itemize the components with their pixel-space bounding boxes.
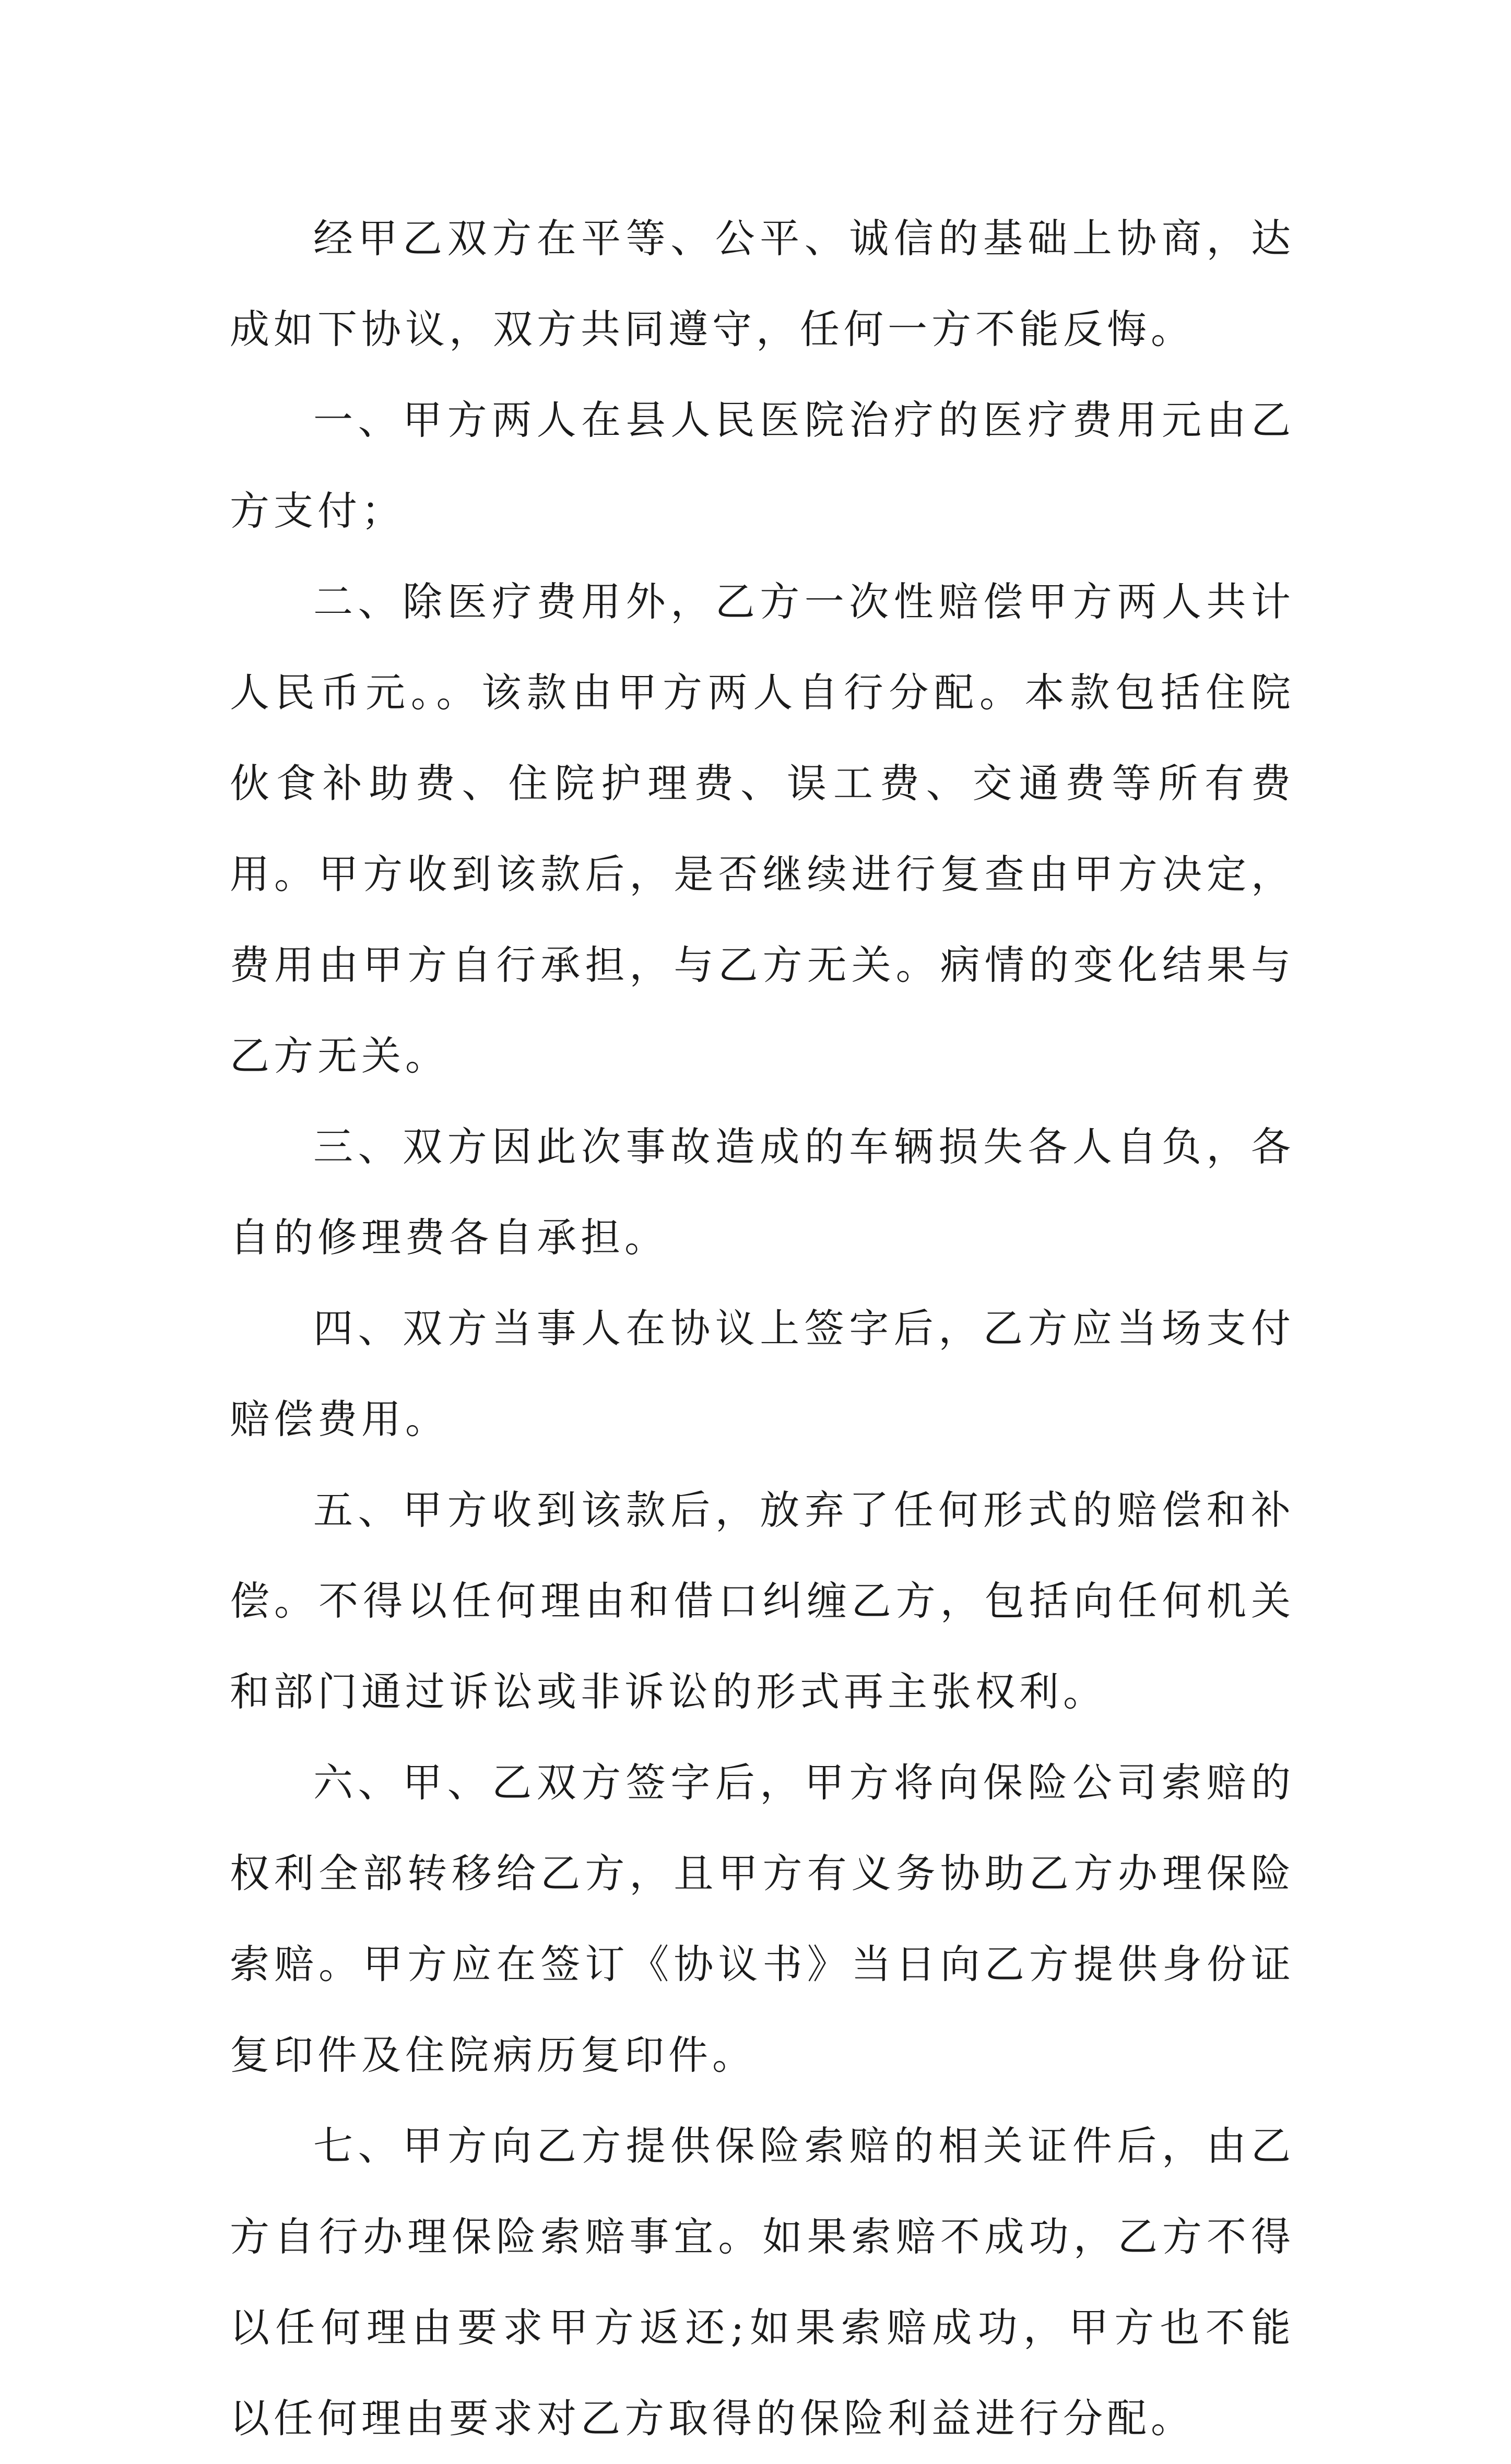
- paragraph-clause-1: 一、甲方两人在县人民医院治疗的医疗费用元由乙方支付；: [230, 397, 1295, 534]
- paragraph-clause-4: 四、双方当事人在协议上签字后，乙方应当场支付赔偿费用。: [230, 1305, 1295, 1442]
- document-body: [230, 193, 1295, 2464]
- paragraph-clause-3: 三、双方因此次事故造成的车辆损失各人自负，各自的修理费各自承担。: [230, 1123, 1295, 1261]
- paragraph-clause-7: 七、甲方向乙方提供保险索赔的相关证件后，由乙方自行办理保险索赔事宜。如果索赔不成功，乙方不得以任何理由要求甲方返还;如果索赔成功，甲方也不能以任何理由要求对乙方取得的保险利益进行分配。: [230, 2123, 1295, 2442]
- paragraph-clause-6: 六、甲、乙双方签字后，甲方将向保险公司索赔的权利全部转移给乙方，且甲方有义务协助乙方办理保险索赔。甲方应在签订《协议书》当日向乙方提供身份证复印件及住院病历复印件。: [230, 1759, 1295, 2078]
- paragraph-clause-5: 五、甲方收到该款后，放弃了任何形式的赔偿和补偿。不得以任何理由和借口纠缠乙方，包括向任何机关和部门通过诉讼或非诉讼的形式再主张权利。: [230, 1487, 1295, 1715]
- paragraph-clause-2: 二、除医疗费用外，乙方一次性赔偿甲方两人共计人民币元。。该款由甲方两人自行分配。本款包括住院伙食补助费、住院护理费、误工费、交通费等所有费用。甲方收到该款后，是否继续进行复查由甲方决定，费用由甲方自行承担，与乙方无关。病情的变化结果与乙方无关。: [230, 578, 1295, 1079]
- paragraph-preamble: 经甲乙双方在平等、公平、诚信的基础上协商，达成如下协议，双方共同遵守，任何一方不能反悔。: [230, 215, 1295, 352]
